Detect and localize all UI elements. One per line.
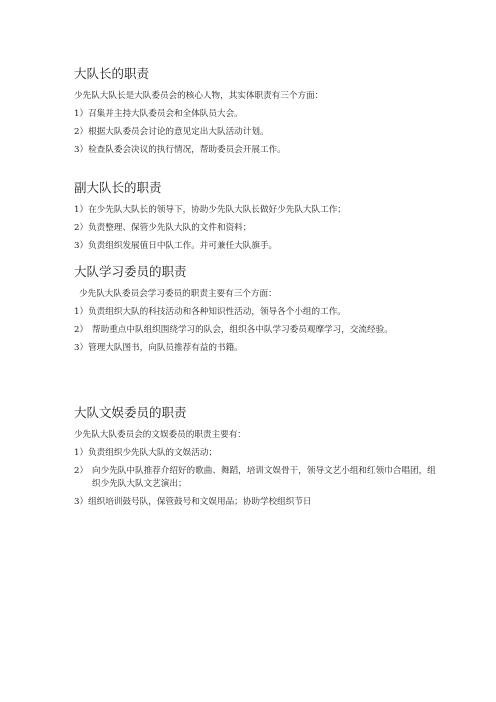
- list-item: [74, 496, 434, 509]
- list-item: [74, 108, 434, 121]
- list-item-text: 负责组织大队的科技活动和各种知识性活动，领导各个小组的工作。: [88, 307, 346, 317]
- section-heading: 副大队长的职责: [74, 180, 162, 195]
- list-item-number: 2）: [74, 127, 89, 137]
- list-item-text: 帮助重点中队组织围绕学习的队会，组织各中队学习委员观摩学习，交流经验。: [92, 325, 393, 335]
- list-item: [74, 342, 434, 355]
- list-item-number: 3）: [74, 145, 89, 155]
- list-item: [74, 240, 434, 253]
- list-item-text: 检查队委会决议的执行情况，帮助委员会开展工作。: [88, 145, 286, 155]
- section-vice-captain-duties: [74, 180, 434, 258]
- list-item: [74, 324, 437, 337]
- list-item-text: 召集并主持大队委员会和全体队员大会。: [88, 109, 243, 119]
- list-item: [74, 465, 437, 491]
- list-item-number: 2）: [74, 466, 89, 476]
- list-item: [74, 447, 434, 460]
- section-intro: 少先队大队委员会的文娱委员的职责主要有：: [74, 430, 246, 440]
- list-item-number: 1）: [74, 205, 89, 215]
- list-item: [74, 204, 434, 217]
- list-item-number: 2）: [74, 223, 89, 233]
- section-intro: 少先队大队委员会学习委员的职责主要有三个方面：: [79, 289, 277, 299]
- list-item-number: 1）: [74, 109, 89, 119]
- section-captain-duties: [74, 66, 434, 162]
- list-item: [74, 222, 434, 235]
- list-item-number: 3）: [74, 241, 89, 251]
- list-item-text: 负责组织发展值日中队工作。并可兼任大队旗手。: [88, 241, 278, 251]
- list-item-text: 管理大队图书，向队员推荐有益的书籍。: [88, 343, 243, 353]
- list-item-number: 3）: [74, 497, 89, 507]
- section-entertainment-committee-duties: [74, 405, 434, 514]
- list-item-number: 1）: [74, 307, 89, 317]
- list-item-text: 负责组织少先队大队的文娱活动；: [88, 448, 217, 458]
- list-item-text: 负责整理、保管少先队大队的文件和资料；: [88, 223, 252, 233]
- list-item-number: 3）: [74, 343, 89, 353]
- section-heading: 大队学习委员的职责: [74, 264, 187, 279]
- list-item-number: 2）: [74, 325, 89, 335]
- list-item-text: 根据大队委员会讨论的意见定出大队活动计划。: [88, 127, 269, 137]
- list-item: [74, 144, 434, 157]
- list-item-text: 组织培训鼓号队，保管鼓号和文娱用品；协助学校组织节日: [88, 497, 312, 507]
- list-item-text: 在少先队大队长的领导下，协助少先队大队长做好少先队大队工作；: [88, 205, 346, 215]
- list-item-text: 向少先队中队推荐介绍好的歌曲、舞蹈，培训文娱骨干，领导文艺小组和红领巾合唱团，组织少先队大队文艺演出；: [92, 466, 436, 489]
- list-item: [74, 126, 434, 139]
- section-heading: 大队长的职责: [74, 66, 150, 81]
- list-item-number: 1）: [74, 448, 89, 458]
- section-heading: 大队文娱委员的职责: [74, 405, 187, 420]
- list-item: [74, 306, 434, 319]
- section-intro: 少先队大队长是大队委员会的核心人物，其实体职责有三个方面：: [74, 91, 324, 101]
- section-study-committee-duties: [74, 264, 434, 360]
